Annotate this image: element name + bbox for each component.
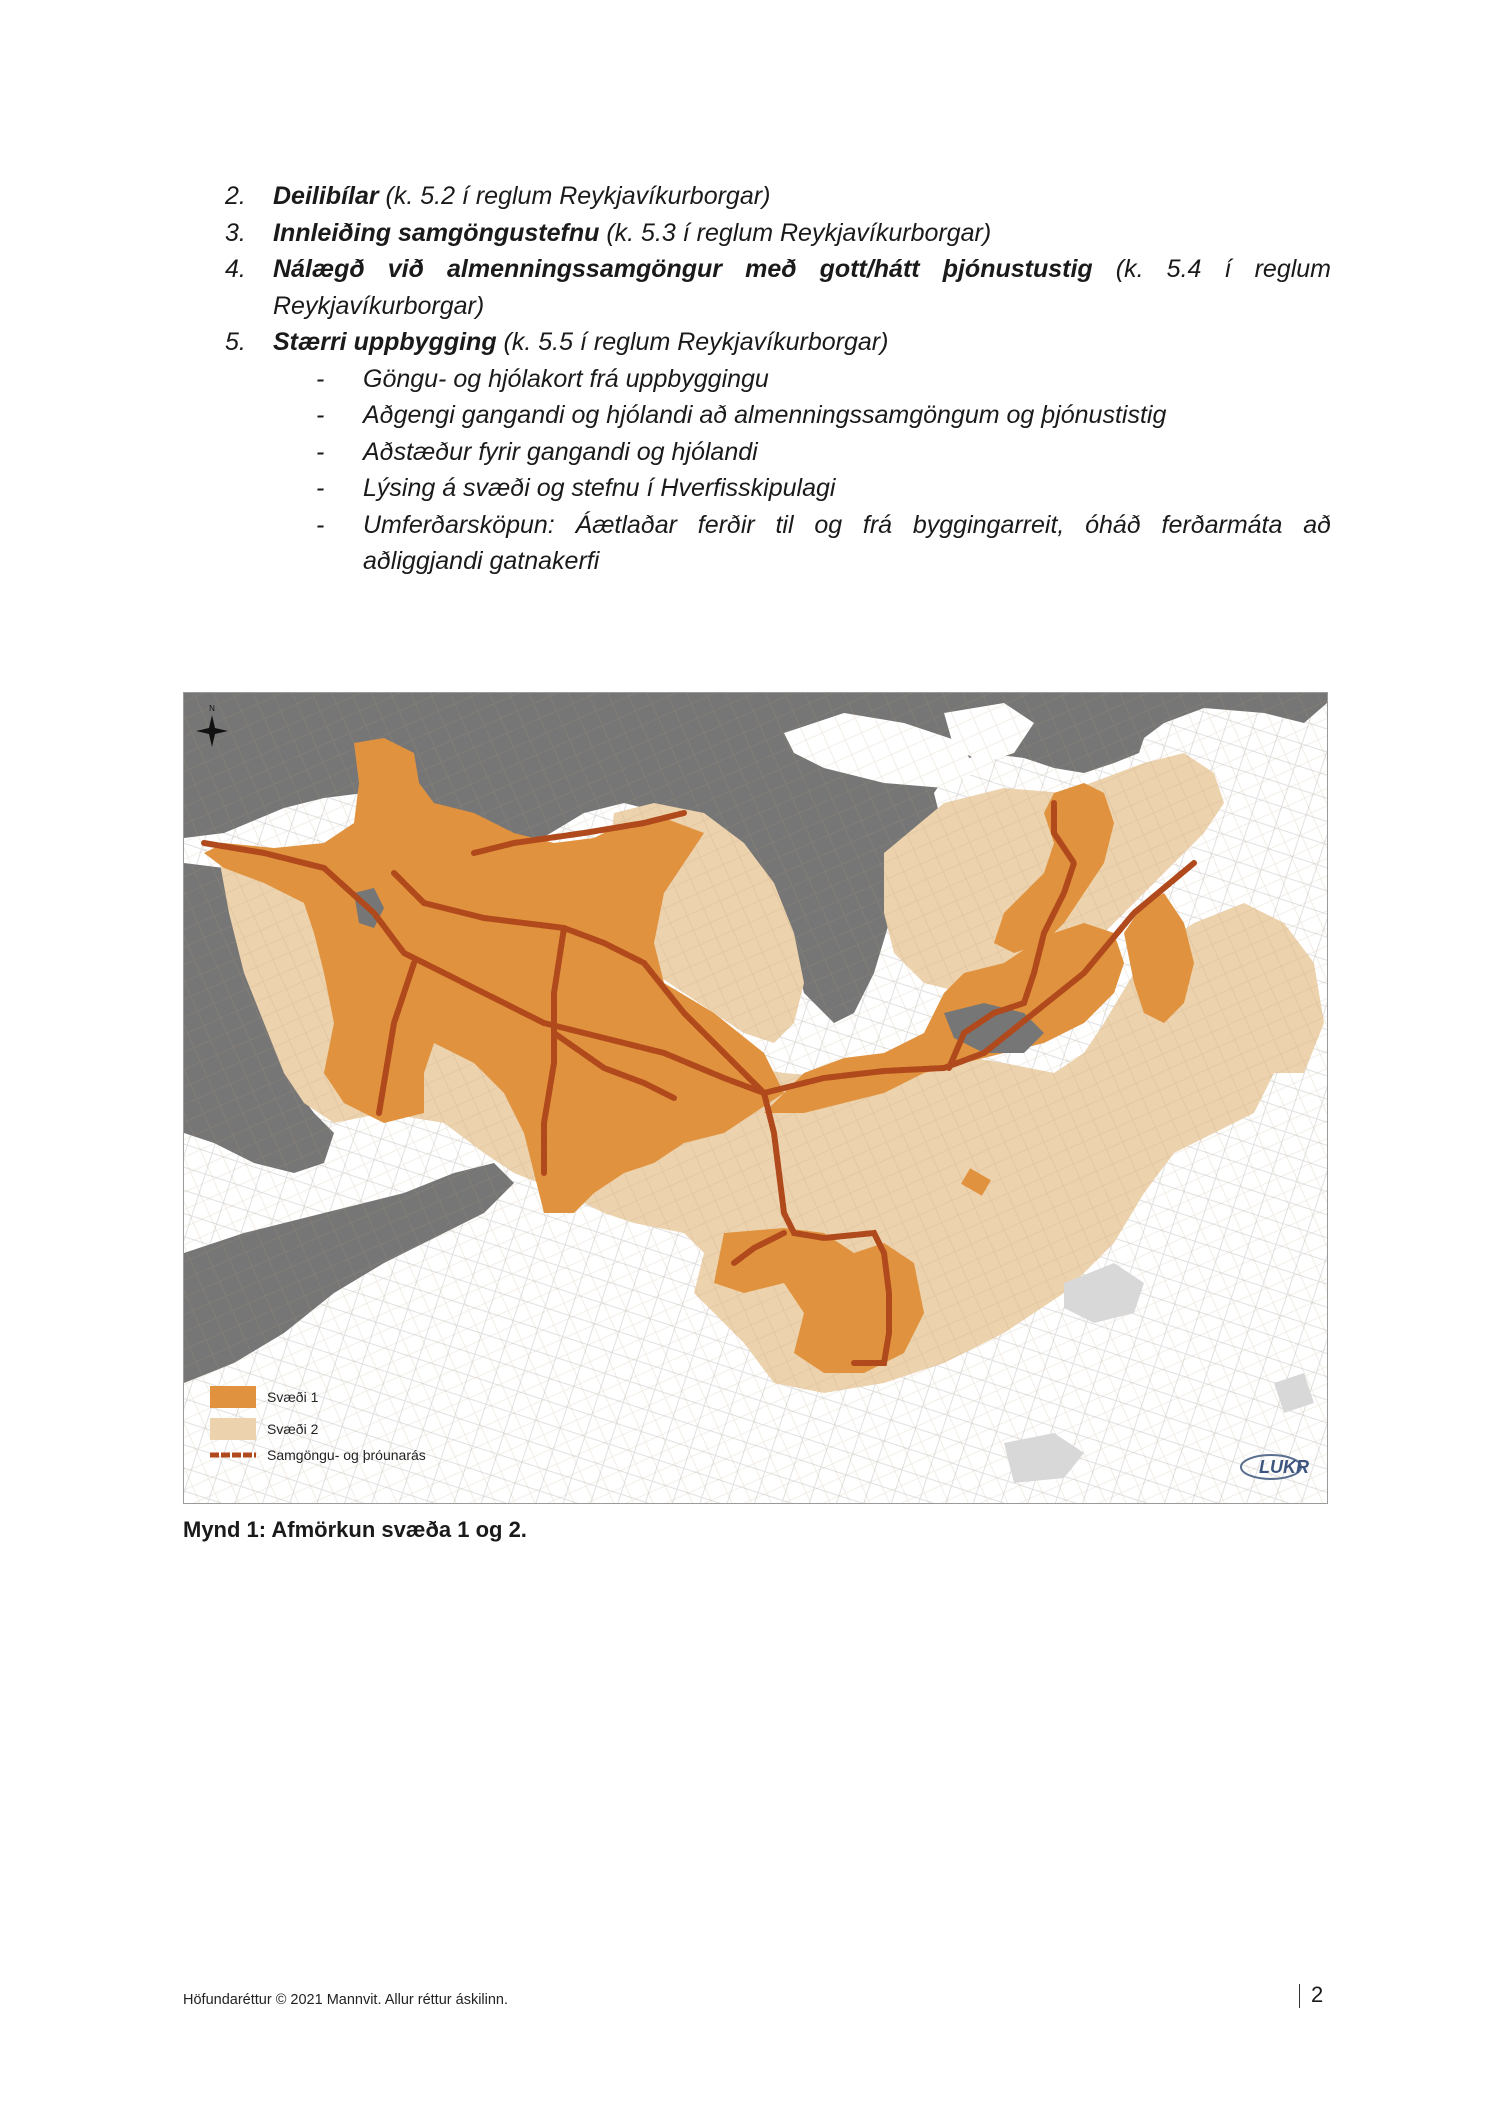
svg-text:LUKR: LUKR — [1259, 1457, 1309, 1477]
sub-item: - Aðstæður fyrir gangandi og hjólandi — [316, 437, 758, 466]
item-ref: (k. 5.3 í reglum Reykjavíkurborgar) — [599, 218, 992, 247]
page-divider — [1299, 1984, 1300, 2008]
list-item-4: 4. Nálægð við almenningssamgöngur með gott/hátt þjónustustig (k. 5.4 í reglum Reykjavíkurborgar) — [225, 255, 1332, 320]
legend-label-zone-2: Svæði 2 — [267, 1421, 319, 1437]
item-title: Deilibílar — [273, 182, 379, 210]
item-ref: (k. 5.5 í reglum Reykjavíkurborgar) — [496, 328, 889, 356]
legend-swatch-zone-1 — [210, 1386, 256, 1408]
list-item-2: 2. Deilibílar (k. 5.2 í reglum Reykjavíkurborgar) — [225, 182, 771, 210]
zone-map — [183, 692, 1328, 1504]
item-title: Innleiðing samgöngustefnu — [273, 218, 600, 247]
item-ref: (k. 5.2 í reglum Reykjavíkurborgar) — [378, 182, 771, 210]
footer-copyright: Höfundaréttur © 2021 Mannvit. Allur réttur áskilinn. — [183, 1992, 509, 2008]
sub-item: - Aðgengi gangandi og hjólandi að almenningssamgöngum og þjónustistig — [316, 401, 1167, 429]
svg-text:N: N — [209, 704, 215, 713]
item-ref: (k. 5.4 í reglum Reykjavíkurborgar) — [273, 255, 1332, 320]
legend-swatch-zone-2 — [210, 1418, 256, 1440]
legend-label-zone-1: Svæði 1 — [267, 1389, 319, 1405]
item-title: Nálægð við almenningssamgöngur með gott/hátt þjónustustig — [273, 255, 1093, 283]
requirements-list — [225, 178, 1331, 580]
sub-item: - Umferðarsköpun: Áætlaðar ferðir til og frá byggingarreit, óháð ferðarmáta að aðliggjandi gatnakerfi — [316, 510, 1331, 575]
page-number: 2 — [1299, 1982, 1323, 2008]
sub-item: - Lýsing á svæði og stefnu í Hverfisskipulagi — [316, 474, 836, 502]
list-item-5: 5. Stærri uppbygging (k. 5.5 í reglum Reykjavíkurborgar) — [225, 328, 889, 356]
list-item-3: 3. Innleiðing samgöngustefnu (k. 5.3 í reglum Reykjavíkurborgar) — [225, 218, 992, 247]
item-title: Stærri uppbygging — [273, 328, 497, 356]
map-svg — [184, 693, 1327, 1503]
sub-item: - Göngu- og hjólakort frá uppbyggingu — [316, 364, 769, 393]
figure-caption: Mynd 1: Afmörkun svæða 1 og 2. — [183, 1517, 527, 1542]
legend-label-axis: Samgöngu- og þróunarás — [267, 1447, 426, 1463]
